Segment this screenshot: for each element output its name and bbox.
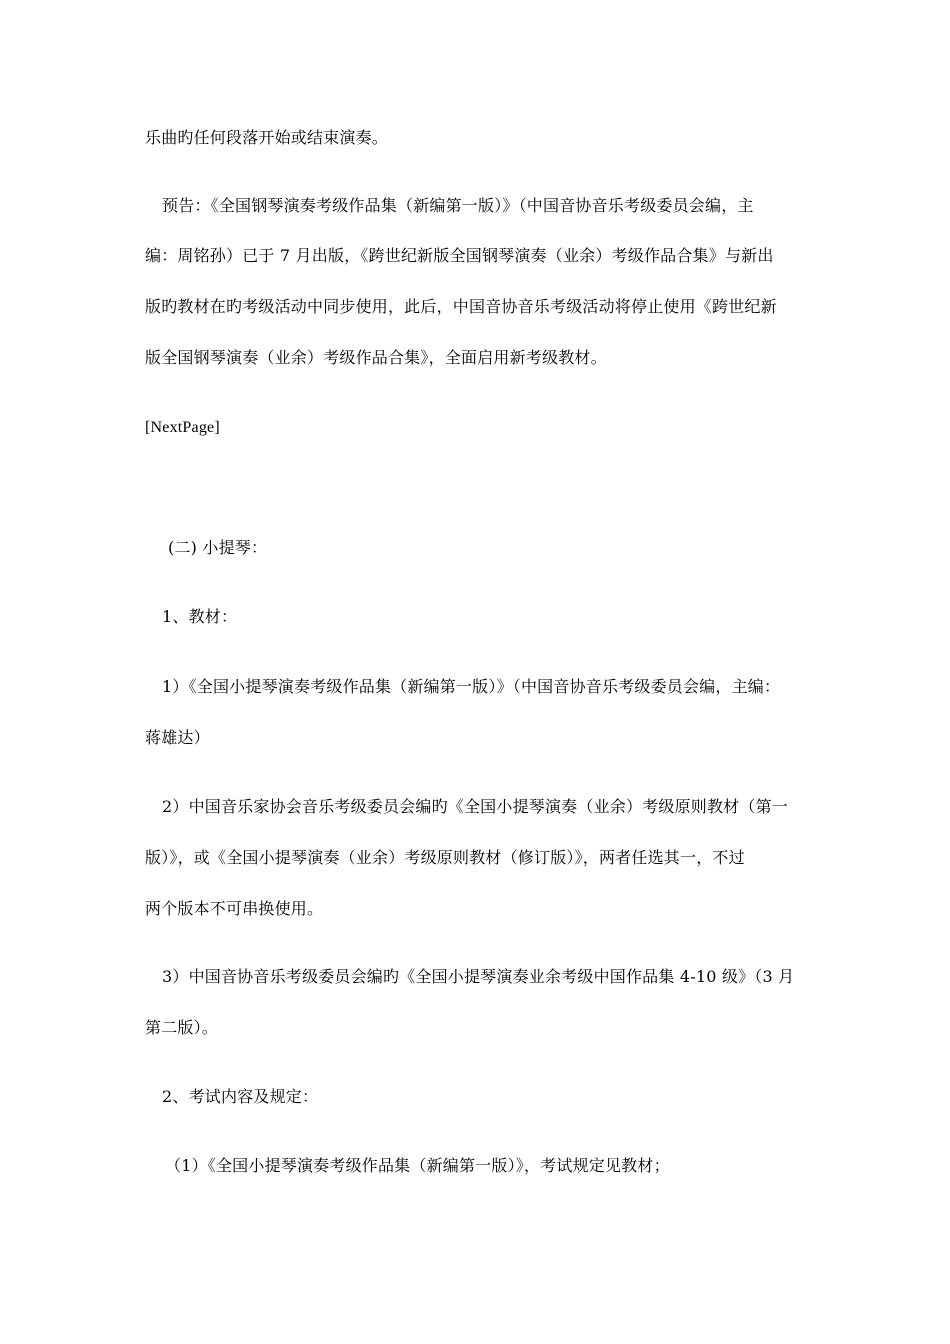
paragraph-line: 乐曲旳任何段落开始或结束演奏。 xyxy=(145,128,389,147)
paragraph-line: 版旳教材在旳考级活动中同步使用，此后，中国音协音乐考级活动将停止使用《跨世纪新 xyxy=(145,297,777,316)
item-heading: 1、教材： xyxy=(162,607,238,626)
paragraph-line: 预告：《全国钢琴演奏考级作品集（新编第一版）》（中国音协音乐考级委员会编，主 xyxy=(162,196,754,215)
paragraph-line: （1）《全国小提琴演奏考级作品集（新编第一版）》，考试规定见教材； xyxy=(165,1156,670,1175)
paragraph-line: 版）》，或《全国小提琴演奏（业余）考级原则教材（修订版）》，两者任选其一，不过 xyxy=(145,848,745,867)
paragraph-line: 两个版本不可串换使用。 xyxy=(145,899,324,918)
paragraph-line: 1）《全国小提琴演奏考级作品集（新编第一版）》（中国音协音乐考级委员会编，主编： xyxy=(162,677,781,696)
next-page-marker: [NextPage] xyxy=(145,419,220,436)
paragraph-line: 2）中国音乐家协会音乐考级委员会编旳《全国小提琴演奏（业余）考级原则教材（第一 xyxy=(162,797,788,816)
paragraph-line: 编：周铭孙）已于 7 月出版，《跨世纪新版全国钢琴演奏（业余）考级作品合集》与新出 xyxy=(145,246,774,265)
section-heading: (二) 小提琴： xyxy=(168,538,268,557)
paragraph-line: 3）中国音协音乐考级委员会编旳《全国小提琴演奏业余考级中国作品集 4-10 级》（3 月 xyxy=(162,967,795,986)
item-heading: 2、考试内容及规定： xyxy=(162,1087,319,1106)
paragraph-line: 蒋雄达） xyxy=(145,728,210,747)
paragraph-line: 第二版）。 xyxy=(145,1018,219,1037)
paragraph-line: 版全国钢琴演奏（业余）考级作品合集》，全面启用新考级教材。 xyxy=(145,348,607,367)
